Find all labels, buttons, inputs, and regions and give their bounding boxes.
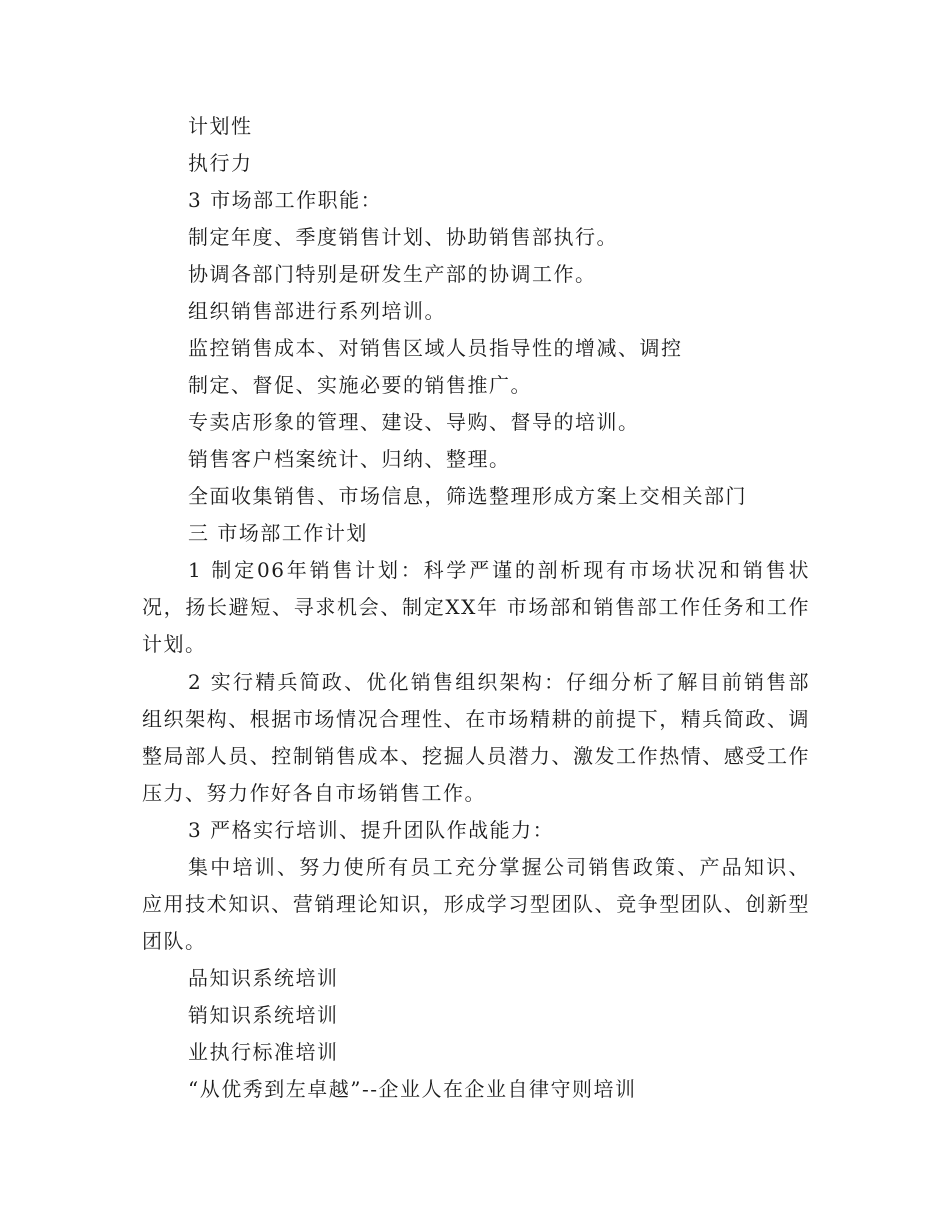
text-line: 计划性 — [188, 114, 253, 138]
document-body — [142, 108, 810, 1108]
text-line: 全面收集销售、市场信息，筛选整理形成方案上交相关部门 — [188, 484, 747, 508]
text-line: 制定年度、季度销售计划、协助销售部执行。 — [188, 225, 618, 249]
text-line: 制定、督促、实施必要的销售推广。 — [188, 373, 532, 397]
subsection-heading: 3 严格实行培训、提升团队作战能力： — [188, 818, 555, 842]
text-line: 组织销售部进行系列培训。 — [188, 299, 446, 323]
text-line: 监控销售成本、对销售区域人员指导性的增减、调控 — [188, 336, 683, 360]
text-line: 专卖店形象的管理、建设、导购、督导的培训。 — [188, 410, 640, 434]
text-line: 执行力 — [188, 151, 253, 175]
text-line: 销知识系统培训 — [188, 1003, 339, 1027]
paragraph: 集中培训、努力使所有员工充分掌握公司销售政策、产品知识、应用技术知识、营销理论知识，形成学习型团队、竞争型团队、创新型团队。 — [142, 855, 810, 953]
section-heading: 3 市场部工作职能： — [188, 188, 383, 212]
text-line: 业执行标准培训 — [188, 1040, 339, 1064]
paragraph: 2 实行精兵简政、优化销售组织架构：仔细分析了解目前销售部组织架构、根据市场情况合理性、在市场精耕的前提下，精兵简政、调整局部人员、控制销售成本、挖掘人员潜力、激发工作热情、感受工作压力、努力作好各自市场销售工作。 — [142, 670, 810, 805]
paragraph: 1 制定06年销售计划：科学严谨的剖析现有市场状况和销售状况，扬长避短、寻求机会、制定XX年 市场部和销售部工作任务和工作计划。 — [142, 558, 810, 656]
text-line: 协调各部门特别是研发生产部的协调工作。 — [188, 262, 597, 286]
section-heading: 三 市场部工作计划 — [188, 521, 368, 545]
text-line: 销售客户档案统计、归纳、整理。 — [188, 447, 511, 471]
text-line: “从优秀到左卓越”--企业人在企业自律守则培训 — [188, 1077, 637, 1101]
text-line: 品知识系统培训 — [188, 966, 339, 990]
